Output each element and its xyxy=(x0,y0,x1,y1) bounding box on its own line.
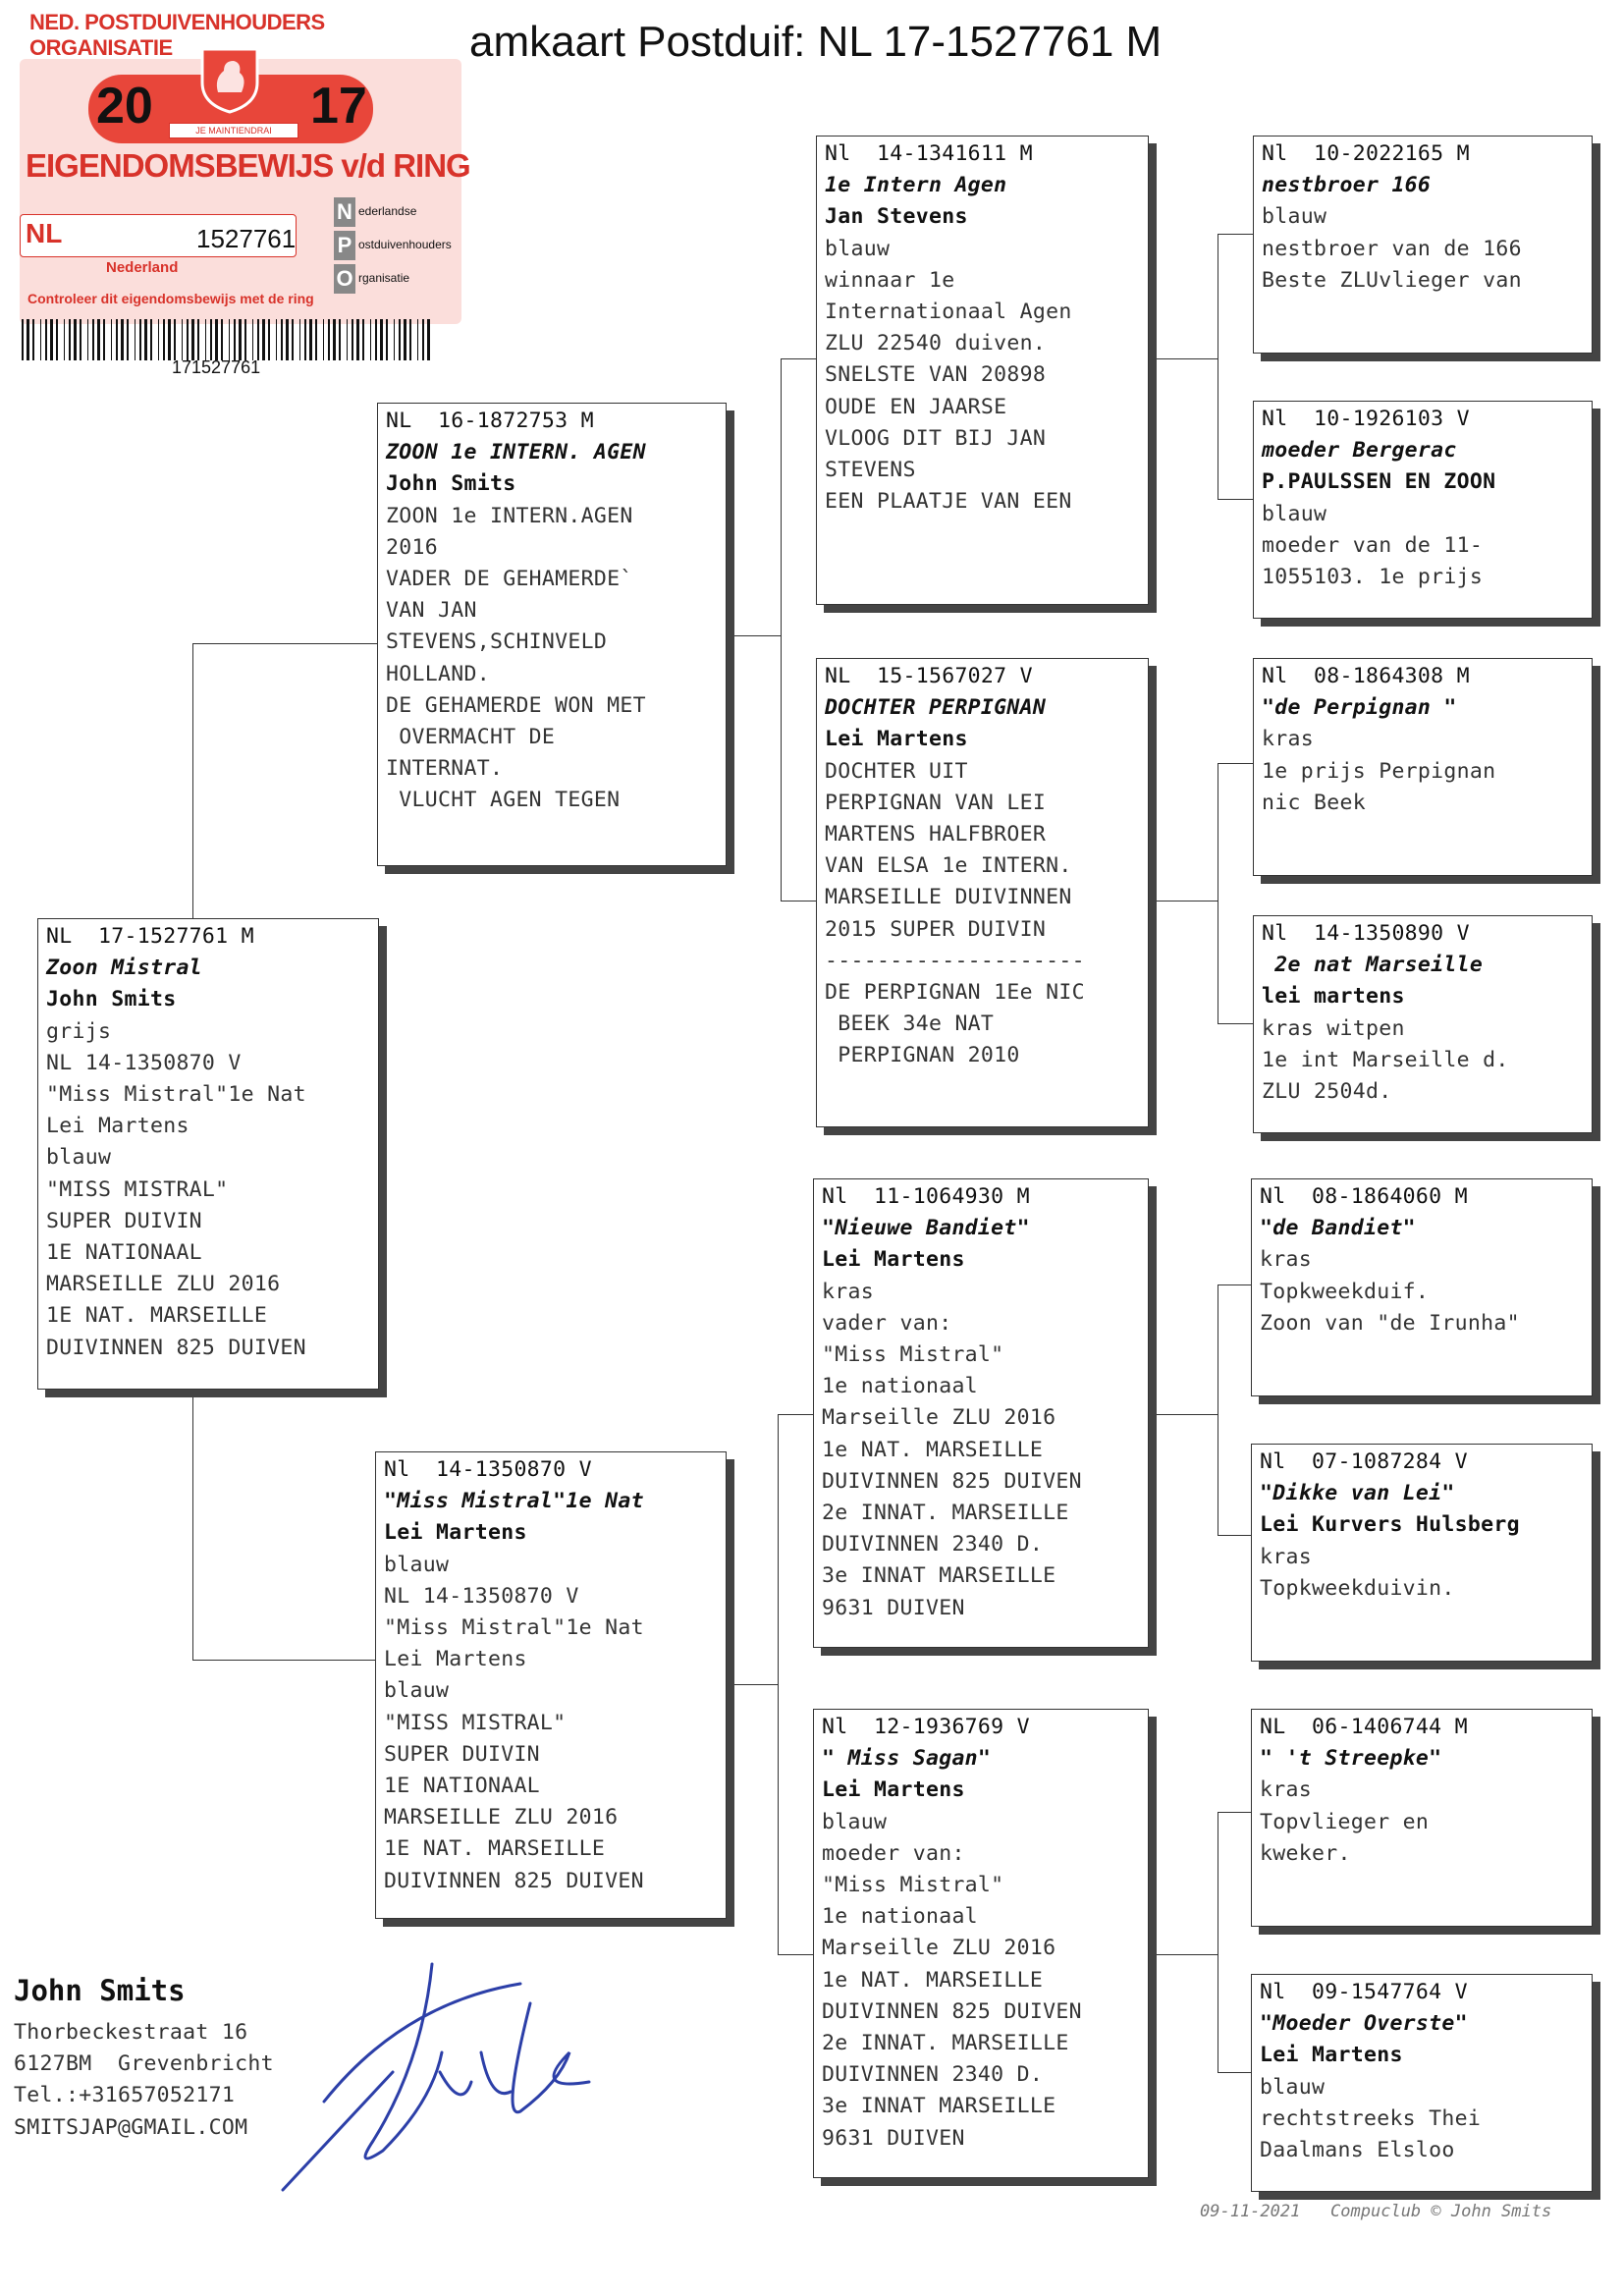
pedigree-line: Topkweekduif. xyxy=(1260,1279,1430,1304)
pedigree-line: STEVENS,SCHINVELD xyxy=(386,629,608,655)
pigeon-name: nestbroer 166 xyxy=(1262,173,1432,198)
npo-letter-n: N xyxy=(334,197,355,227)
pedigree-line: 3e INNAT MARSEILLE xyxy=(822,2094,1056,2119)
pigeon-name: " Miss Sagan" xyxy=(822,1746,992,1772)
barcode-bar xyxy=(292,319,294,360)
pigeon-name: Zoon Mistral xyxy=(46,956,202,981)
ring-certificate xyxy=(0,0,470,388)
pedigree-line: HOLLAND. xyxy=(386,661,490,686)
pedigree-line: PERPIGNAN VAN LEI xyxy=(825,790,1047,815)
barcode-bar xyxy=(333,319,336,360)
lion-crest-icon xyxy=(194,43,265,114)
barcode-bar xyxy=(244,319,246,360)
pedigree-line: 1E NAT. MARSEILLE xyxy=(46,1303,268,1329)
pedigree-line: kras xyxy=(1260,1544,1312,1569)
barcode-bar xyxy=(103,319,105,360)
pedigree-box-ggp4 xyxy=(1253,915,1593,1133)
barcode-bar xyxy=(252,319,253,360)
barcode-bar xyxy=(299,319,300,360)
pedigree-box-sire-sire xyxy=(816,136,1149,605)
pedigree-line: kras xyxy=(822,1279,874,1304)
pedigree-line: "MISS MISTRAL" xyxy=(46,1176,229,1202)
pedigree-line: 1e NAT. MARSEILLE xyxy=(822,1967,1044,1993)
barcode-bar xyxy=(380,319,383,360)
barcode-bar xyxy=(427,319,430,360)
barcode-bar xyxy=(239,319,242,360)
barcode-bar xyxy=(210,319,212,360)
pedigree-box-dam-sire xyxy=(813,1178,1149,1648)
pedigree-line: 1055103. 1e prijs xyxy=(1262,565,1484,590)
owner-block xyxy=(14,1974,274,2144)
barcode-bar xyxy=(32,319,34,360)
connector xyxy=(781,901,816,902)
pedigree-line: 2e INNAT. MARSEILLE xyxy=(822,1501,1069,1526)
pedigree-line: Lei Martens xyxy=(384,1647,527,1672)
breeder-name: Lei Kurvers Hulsberg xyxy=(1260,1512,1520,1538)
barcode-bar xyxy=(150,319,152,360)
pedigree-line: nic Beek xyxy=(1262,790,1366,815)
pedigree-line: 1e int Marseille d. xyxy=(1262,1047,1509,1072)
certificate-country: Nederland xyxy=(106,259,179,276)
barcode-bar xyxy=(80,319,81,360)
pigeon-name: 1e Intern Agen xyxy=(825,173,1007,198)
barcode-bar xyxy=(27,319,29,360)
ring-number: NL 16-1872753 M xyxy=(386,409,594,433)
connector xyxy=(1218,1284,1253,1285)
connector xyxy=(727,1684,778,1685)
connector xyxy=(1218,1023,1253,1024)
pigeon-name: "Moeder Overste" xyxy=(1260,2011,1468,2037)
pedigree-box-dam xyxy=(375,1451,727,1919)
pedigree-line: MARSEILLE ZLU 2016 xyxy=(46,1272,281,1297)
connector xyxy=(727,635,781,636)
pedigree-line: 1e prijs Perpignan xyxy=(1262,758,1496,784)
pedigree-line: blauw xyxy=(1262,501,1327,526)
pedigree-line: blauw xyxy=(825,236,891,261)
ring-number: Nl 11-1064930 M xyxy=(822,1184,1030,1209)
pedigree-line: blauw xyxy=(1260,2074,1326,2100)
pedigree-line: 3e INNAT MARSEILLE xyxy=(822,1563,1056,1589)
pedigree-line: NL 14-1350870 V xyxy=(46,1050,242,1075)
owner-city: 6127BM Grevenbricht xyxy=(14,2051,274,2077)
connector xyxy=(1149,1414,1218,1415)
npo-line-1: ederlandse xyxy=(358,204,417,218)
barcode-bar xyxy=(121,319,124,360)
pigeon-name: DOCHTER PERPIGNAN xyxy=(825,695,1047,721)
barcode-bar xyxy=(339,319,341,360)
pedigree-line: moeder van: xyxy=(822,1840,965,1866)
pedigree-line: NL 14-1350870 V xyxy=(384,1583,579,1609)
connector xyxy=(192,1390,193,1660)
barcode-bar xyxy=(92,319,94,360)
pedigree-line: Marseille ZLU 2016 xyxy=(822,1936,1056,1961)
pedigree-line: kras xyxy=(1262,727,1314,752)
pedigree-line: Topvlieger en xyxy=(1260,1809,1430,1834)
barcode-bar xyxy=(158,319,159,360)
barcode-bar xyxy=(315,319,317,360)
pedigree-line: kras xyxy=(1260,1247,1312,1273)
pedigree-line: DOCHTER UIT xyxy=(825,758,968,784)
pedigree-line: DUIVINNEN 2340 D. xyxy=(822,1532,1044,1557)
barcode-bar xyxy=(422,319,424,360)
barcode-bar xyxy=(281,319,283,360)
barcode-bar xyxy=(394,319,395,360)
barcode-bar xyxy=(74,319,77,360)
pedigree-line: 2016 xyxy=(386,534,438,560)
pedigree-box-subject xyxy=(37,918,379,1390)
footer-credit: 09-11-2021 Compuclub © John Smits xyxy=(1200,2202,1552,2221)
pedigree-line: blauw xyxy=(1262,204,1327,230)
pedigree-box-sire-dam xyxy=(816,658,1149,1127)
barcode-bar xyxy=(127,319,129,360)
pedigree-box-dam-dam xyxy=(813,1709,1149,2178)
pedigree-line: Beste ZLUvlieger van xyxy=(1262,267,1522,293)
npo-line-3: rganisatie xyxy=(358,271,410,285)
ring-number: Nl 14-1341611 M xyxy=(825,141,1033,166)
pedigree-line: "MISS MISTRAL" xyxy=(384,1710,567,1735)
certificate-motto: JE MAINTIENDRAI xyxy=(169,123,298,138)
pedigree-line: INTERNAT. xyxy=(386,756,504,782)
pedigree-line: rechtstreeks Thei xyxy=(1260,2105,1482,2131)
pedigree-box-ggp5 xyxy=(1251,1178,1593,1396)
connector xyxy=(1149,901,1218,902)
year-left: 20 xyxy=(96,78,153,135)
barcode-bar xyxy=(386,319,388,360)
barcode-bar xyxy=(399,319,401,360)
barcode-bar xyxy=(328,319,330,360)
barcode-bar xyxy=(97,319,100,360)
barcode-bar xyxy=(370,319,371,360)
pedigree-line: DE PERPIGNAN 1Ee NIC xyxy=(825,980,1085,1006)
pedigree-line: "Miss Mistral"1e Nat xyxy=(46,1082,306,1108)
ring-number: NL 06-1406744 M xyxy=(1260,1715,1468,1739)
barcode-bar xyxy=(356,319,359,360)
pedigree-line: ZOON 1e INTERN.AGEN xyxy=(386,503,633,528)
pedigree-line: BEEK 34e NAT xyxy=(825,1011,995,1037)
certificate-country-code: NL xyxy=(26,218,63,248)
pedigree-line: EEN PLAATJE VAN EEN xyxy=(825,489,1072,515)
pedigree-line: blauw xyxy=(822,1809,888,1834)
barcode-bar xyxy=(163,319,165,360)
breeder-name: Lei Martens xyxy=(1260,2043,1403,2068)
pedigree-line: 1e nationaal xyxy=(822,1904,978,1930)
pedigree-line: moeder van de 11- xyxy=(1262,532,1484,558)
npo-logo xyxy=(334,196,452,297)
pedigree-line: Lei Martens xyxy=(46,1114,189,1139)
barcode-bar xyxy=(257,319,259,360)
barcode-bar xyxy=(286,319,289,360)
pedigree-box-ggp8 xyxy=(1251,1974,1593,2192)
pedigree-line: PERPIGNAN 2010 xyxy=(825,1043,1020,1068)
connector xyxy=(778,1414,779,1954)
pedigree-line: DUIVINNEN 825 DUIVEN xyxy=(822,1468,1082,1494)
connector xyxy=(1218,1812,1253,1813)
pedigree-line: kras xyxy=(1260,1777,1312,1803)
page-title: amkaart Postduif: NL 17-1527761 M xyxy=(469,18,1163,66)
owner-phone: Tel.:+31657052171 xyxy=(14,2083,236,2108)
connector xyxy=(192,643,377,644)
ring-number: NL 17-1527761 M xyxy=(46,924,254,949)
pigeon-name: 2e nat Marseille xyxy=(1262,953,1484,978)
pedigree-line: kweker. xyxy=(1260,1840,1351,1866)
pedigree-line: STEVENS xyxy=(825,458,916,483)
barcode-bar xyxy=(234,319,236,360)
barcode-bar xyxy=(352,319,353,360)
pedigree-line: 1e nationaal xyxy=(822,1374,978,1399)
pigeon-name: " 't Streepke" xyxy=(1260,1746,1442,1772)
ring-number: Nl 14-1350870 V xyxy=(384,1457,592,1482)
pedigree-line: Daalmans Elsloo xyxy=(1260,2138,1455,2163)
ring-number: NL 15-1567027 V xyxy=(825,664,1033,688)
signature-icon xyxy=(275,1944,628,2200)
pedigree-line: kras witpen xyxy=(1262,1015,1405,1041)
year-right: 17 xyxy=(310,78,367,135)
pedigree-line: blauw xyxy=(384,1678,450,1704)
pedigree-line: VLUCHT AGEN TEGEN xyxy=(386,788,621,813)
barcode-icon xyxy=(22,319,434,360)
breeder-name: Lei Martens xyxy=(822,1247,965,1273)
connector xyxy=(1218,1535,1253,1536)
pedigree-box-ggp2 xyxy=(1253,401,1593,619)
npo-line-2: ostduivenhouders xyxy=(358,238,452,251)
pedigree-line: VAN ELSA 1e INTERN. xyxy=(825,853,1072,879)
pedigree-line: SUPER DUIVIN xyxy=(384,1741,540,1767)
owner-name: John Smits xyxy=(14,1974,186,2007)
pedigree-box-ggp1 xyxy=(1253,136,1593,354)
npo-letter-p: P xyxy=(334,231,355,260)
barcode-bar xyxy=(144,319,147,360)
pedigree-line: blauw xyxy=(384,1552,450,1577)
barcode-bar xyxy=(168,319,171,360)
barcode-bar xyxy=(139,319,141,360)
ring-number: Nl 07-1087284 V xyxy=(1260,1449,1468,1474)
pedigree-line: grijs xyxy=(46,1018,112,1044)
pedigree-line: "Miss Mistral" xyxy=(822,1873,1004,1898)
barcode-bar xyxy=(64,319,65,360)
pedigree-line: Internationaal Agen xyxy=(825,300,1072,325)
barcode-bar xyxy=(87,319,88,360)
pedigree-line: -------------------- xyxy=(825,948,1085,973)
connector xyxy=(778,1414,813,1415)
connector xyxy=(1149,1954,1218,1955)
barcode-bar xyxy=(116,319,118,360)
pedigree-line: Topkweekduivin. xyxy=(1260,1575,1455,1601)
ring-number: Nl 09-1547764 V xyxy=(1260,1980,1468,2004)
connector xyxy=(1149,358,1218,359)
barcode-bar xyxy=(45,319,47,360)
barcode-bar xyxy=(262,319,265,360)
barcode-bar xyxy=(268,319,270,360)
pedigree-line: Zoon van "de Irunha" xyxy=(1260,1310,1520,1336)
pedigree-line: SUPER DUIVIN xyxy=(46,1208,202,1233)
barcode-bar xyxy=(40,319,41,360)
owner-email: SMITSJAP@GMAIL.COM xyxy=(14,2114,248,2140)
barcode-bar xyxy=(309,319,312,360)
barcode-bar xyxy=(50,319,53,360)
owner-street: Thorbeckestraat 16 xyxy=(14,2020,248,2045)
pedigree-line: ZLU 2504d. xyxy=(1262,1079,1392,1105)
breeder-name: Lei Martens xyxy=(822,1777,965,1803)
connector xyxy=(781,358,816,359)
barcode-bar xyxy=(375,319,377,360)
pedigree-box-ggp3 xyxy=(1253,658,1593,876)
barcode-bar xyxy=(187,319,189,360)
barcode-bar xyxy=(347,319,348,360)
pigeon-name: "Nieuwe Bandiet" xyxy=(822,1216,1030,1241)
pigeon-name: ZOON 1e INTERN. AGEN xyxy=(386,440,646,465)
barcode-bar xyxy=(276,319,277,360)
pedigree-line: 9631 DUIVEN xyxy=(822,2125,965,2151)
pigeon-name: moeder Bergerac xyxy=(1262,438,1457,464)
connector xyxy=(1218,763,1253,764)
barcode-bar xyxy=(215,319,218,360)
connector xyxy=(1218,234,1253,235)
barcode-number: 171527761 xyxy=(172,357,261,377)
pedigree-line: 1E NATIONAAL xyxy=(384,1774,540,1799)
barcode-bar xyxy=(404,319,406,360)
pedigree-line: Marseille ZLU 2016 xyxy=(822,1405,1056,1431)
ring-number: Nl 10-1926103 V xyxy=(1262,407,1470,431)
connector xyxy=(778,1954,813,1955)
connector xyxy=(192,1660,375,1661)
pedigree-box-ggp6 xyxy=(1251,1444,1593,1662)
pedigree-line: VLOOG DIT BIJ JAN xyxy=(825,425,1047,451)
pigeon-name: "de Perpignan " xyxy=(1262,695,1457,721)
pedigree-line: DUIVINNEN 825 DUIVEN xyxy=(822,1998,1082,2024)
pedigree-line: MARSEILLE DUIVINNEN xyxy=(825,885,1072,910)
pedigree-line: DE GEHAMERDE WON MET xyxy=(386,692,646,718)
pedigree-line: MARSEILLE ZLU 2016 xyxy=(384,1805,619,1831)
barcode-bar xyxy=(304,319,306,360)
pedigree-line: blauw xyxy=(46,1145,112,1171)
connector xyxy=(1218,2072,1253,2073)
barcode-bar xyxy=(197,319,199,360)
ring-number: Nl 08-1864060 M xyxy=(1260,1184,1468,1209)
pedigree-box-sire xyxy=(377,403,727,866)
pedigree-line: "Miss Mistral" xyxy=(822,1342,1004,1368)
breeder-name: Lei Martens xyxy=(825,727,968,752)
barcode-bar xyxy=(174,319,176,360)
pigeon-name: "de Bandiet" xyxy=(1260,1216,1416,1241)
barcode-bar xyxy=(221,319,223,360)
certificate-organisation: NED. POSTDUIVENHOUDERS ORGANISATIE xyxy=(29,10,325,60)
pedigree-line: nestbroer van de 166 xyxy=(1262,236,1522,261)
certificate-notice: Controleer dit eigendomsbewijs met de ring xyxy=(27,291,314,306)
npo-letter-o: O xyxy=(334,264,355,294)
pedigree-line: SNELSTE VAN 20898 xyxy=(825,362,1047,388)
pedigree-line: VAN JAN xyxy=(386,598,477,624)
certificate-ring-number: 1527761 xyxy=(196,224,297,253)
pedigree-line: 2015 SUPER DUIVIN xyxy=(825,916,1047,942)
barcode-bar xyxy=(111,319,112,360)
barcode-bar xyxy=(22,319,24,360)
pedigree-line: ZLU 22540 duiven. xyxy=(825,331,1047,356)
pedigree-line: winnaar 1e xyxy=(825,267,955,293)
barcode-bar xyxy=(409,319,411,360)
pigeon-name: "Miss Mistral"1e Nat xyxy=(384,1489,644,1514)
ring-number: Nl 10-2022165 M xyxy=(1262,141,1470,166)
breeder-name: Lei Martens xyxy=(384,1520,527,1546)
pedigree-line: 2e INNAT. MARSEILLE xyxy=(822,2031,1069,2056)
breeder-name: lei martens xyxy=(1262,984,1405,1010)
barcode-bar xyxy=(229,319,230,360)
barcode-bar xyxy=(323,319,324,360)
pedigree-line: "Miss Mistral"1e Nat xyxy=(384,1615,644,1641)
breeder-name: John Smits xyxy=(386,471,516,497)
pedigree-line: vader van: xyxy=(822,1310,952,1336)
barcode-bar xyxy=(417,319,418,360)
pedigree-line: DUIVINNEN 825 DUIVEN xyxy=(46,1335,306,1360)
barcode-bar xyxy=(191,319,194,360)
pedigree-line: VADER DE GEHAMERDE` xyxy=(386,567,633,592)
pedigree-box-ggp7 xyxy=(1251,1709,1593,1927)
barcode-bar xyxy=(182,319,183,360)
pedigree-line: 9631 DUIVEN xyxy=(822,1595,965,1620)
pedigree-line: DUIVINNEN 2340 D. xyxy=(822,2062,1044,2088)
certificate-heading: EIGENDOMSBEWIJS v/d RING xyxy=(26,147,470,184)
ring-number: Nl 08-1864308 M xyxy=(1262,664,1470,688)
pedigree-line: OVERMACHT DE xyxy=(386,725,556,750)
pigeon-name: "Dikke van Lei" xyxy=(1260,1481,1455,1506)
breeder-name: John Smits xyxy=(46,987,177,1012)
pedigree-line: 1E NAT. MARSEILLE xyxy=(384,1836,606,1862)
connector xyxy=(781,358,782,901)
ring-number: Nl 12-1936769 V xyxy=(822,1715,1030,1739)
pedigree-line: 1E NATIONAAL xyxy=(46,1240,202,1266)
barcode-bar xyxy=(69,319,71,360)
pedigree-line: DUIVINNEN 825 DUIVEN xyxy=(384,1868,644,1893)
connector xyxy=(1218,499,1253,500)
breeder-name: P.PAULSSEN EN ZOON xyxy=(1262,469,1496,495)
barcode-bar xyxy=(362,319,364,360)
connector xyxy=(192,643,193,918)
breeder-name: Jan Stevens xyxy=(825,204,968,230)
pedigree-line: MARTENS HALFBROER xyxy=(825,822,1047,847)
barcode-bar xyxy=(205,319,206,360)
ring-number: Nl 14-1350890 V xyxy=(1262,921,1470,946)
pedigree-line: 1e NAT. MARSEILLE xyxy=(822,1437,1044,1462)
pedigree-line: OUDE EN JAARSE xyxy=(825,394,1007,419)
barcode-bar xyxy=(56,319,58,360)
